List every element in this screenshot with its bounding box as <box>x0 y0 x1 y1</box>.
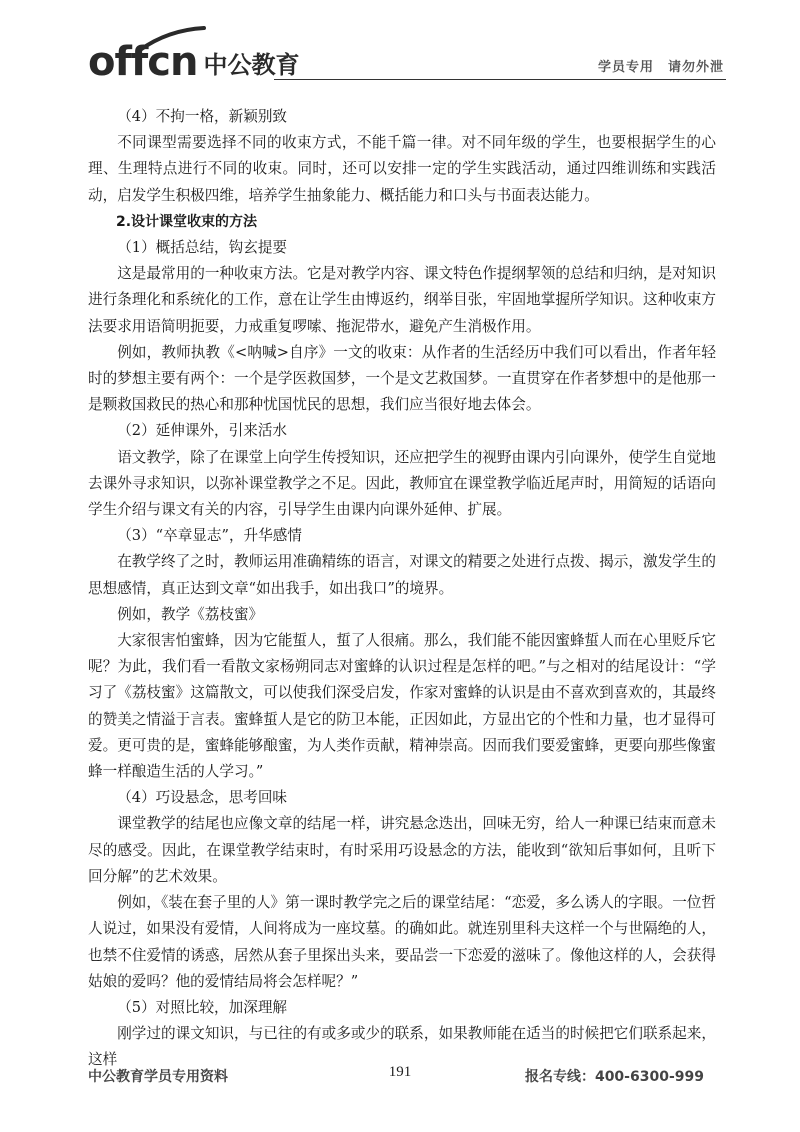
subsection-title: （5）对照比较，加深理解 <box>117 998 288 1016</box>
logo-swoosh-icon <box>138 24 208 54</box>
body-paragraph: 例如，教学《荔枝蜜》 <box>117 605 264 623</box>
page-header <box>0 0 800 90</box>
body-paragraph: 刚学过的课文知识，与已往的有或多或少的联系，如果教师能在适当的时候把它们联系起来，这样 <box>88 1025 716 1069</box>
body-paragraph: 在教学终了之时，教师运用准确精练的语言，对课文的精要之处进行点拨、揭示，激发学生的思想感情，真正达到文章“如出我手，如出我口”的境界。 <box>88 553 716 597</box>
note-do-not-leak: 请勿外泄 <box>667 60 724 75</box>
body-paragraph: 例如，教师执教《<呐喊>自序》一文的收束：从作者的生活经历中我们可以看出，作者年轻时的梦想主要有两个：一个是学医救国梦，一个是文艺救国梦。一直贯穿在作者梦想中的是他那一是颗救国救民的热心和那种忧国忧民的思想，我们应当很好地去体会。 <box>88 343 716 414</box>
subsection-title: （1）概括总结，钩玄提要 <box>117 239 288 257</box>
subsection-title: （4）不拘一格，新颖别致 <box>117 108 288 125</box>
logo-wordmark: offcn <box>88 39 198 85</box>
note-students-only: 学员专用 <box>597 60 654 75</box>
subsection-title: （3）“卒章显志”，升华感情 <box>117 527 302 545</box>
subsection-title: （2）延伸课外，引来活水 <box>117 422 288 440</box>
header-divider <box>274 79 726 80</box>
body-paragraph: 大家很害怕蜜蜂，因为它能蜇人，蜇了人很痛。那么，我们能不能因蜜蜂蜇人而在心里贬斥它呢？为此，我们看一看散文家杨朔同志对蜜蜂的认识过程是怎样的吧。”与之相对的结尾设计：“学习了《荔枝蜜》这篇散文，可以使我们深受启发，作家对蜜蜂的认识是由不喜欢到喜欢的，其最终的赞美之情溢于言表。蜜蜂蜇人是它的防卫本能，正因如此，方显出它的个性和力量，也才显得可爱。更可贵的是，蜜蜂能够酿蜜，为人类作贡献，精神崇高。因而我们要爱蜜蜂，更要向那些像蜜蜂一样酿造生活的人学习。” <box>88 632 716 781</box>
body-paragraph: 这是最常用的一种收束方法。它是对教学内容、课文特色作提纲挈领的总结和归纳，是对知识进行条理化和系统化的工作，意在让学生由博返约，纲举目张，牢固地掌握所学知识。这种收束方法要求用语简明扼要，力戒重复啰嗦、拖泥带水，避免产生消极作用。 <box>88 265 716 335</box>
footer-label: 中公教育学员专用资料 <box>88 1069 228 1085</box>
offcn-logo <box>88 39 300 85</box>
document-body <box>88 104 716 1074</box>
body-paragraph: 不同课型需要选择不同的收束方式，不能千篇一律。对不同年级的学生，也要根据学生的心理、生理特点进行不同的收束。同时，还可以安排一定的学生实践活动，通过四维训练和实践活动，启发学生积极四维，培养学生抽象能力、概括能力和口头与书面表达能力。 <box>88 134 716 204</box>
subsection-title: （4）巧设悬念，思考回味 <box>117 789 288 807</box>
confidential-note <box>598 56 724 75</box>
page-footer <box>0 1060 800 1100</box>
body-paragraph: 例如，《装在套子里的人》第一课时教学完之后的课堂结尾：“恋爱，多么诱人的字眼。一位哲人说过，如果没有爱情，人间将成为一座坟墓。的确如此。就连别里科夫这样一个与世隔绝的人，也禁不住爱情的诱惑，居然从套子里探出头来，要品尝一下恋爱的滋味了。像他这样的人，会获得姑娘的爱吗？他的爱情结局将会怎样呢？” <box>88 894 716 990</box>
body-paragraph: 课堂教学的结尾也应像文章的结尾一样，讲究悬念迭出，回味无穷，给人一种课已结束而意未尽的感受。因此，在课堂教学结束时，有时采用巧设悬念的方法，能收到“欲知后事如何，且听下回分解”的艺术效果。 <box>88 815 716 885</box>
body-paragraph: 语文教学，除了在课堂上向学生传授知识，还应把学生的视野由课内引向课外，使学生自觉地去课外寻求知识，以弥补课堂教学之不足。因此，教师宜在课堂教学临近尾声时，用简短的话语向学生介绍与课文有关的内容，引导学生由课内向课外延伸、扩展。 <box>88 448 716 519</box>
page-number: 191 <box>388 1064 412 1080</box>
section-heading: 2.设计课堂收束的方法 <box>116 213 258 230</box>
logo-chinese-name: 中公教育 <box>203 51 300 79</box>
footer-hotline: 报名专线：400-6300-999 <box>524 1069 704 1085</box>
